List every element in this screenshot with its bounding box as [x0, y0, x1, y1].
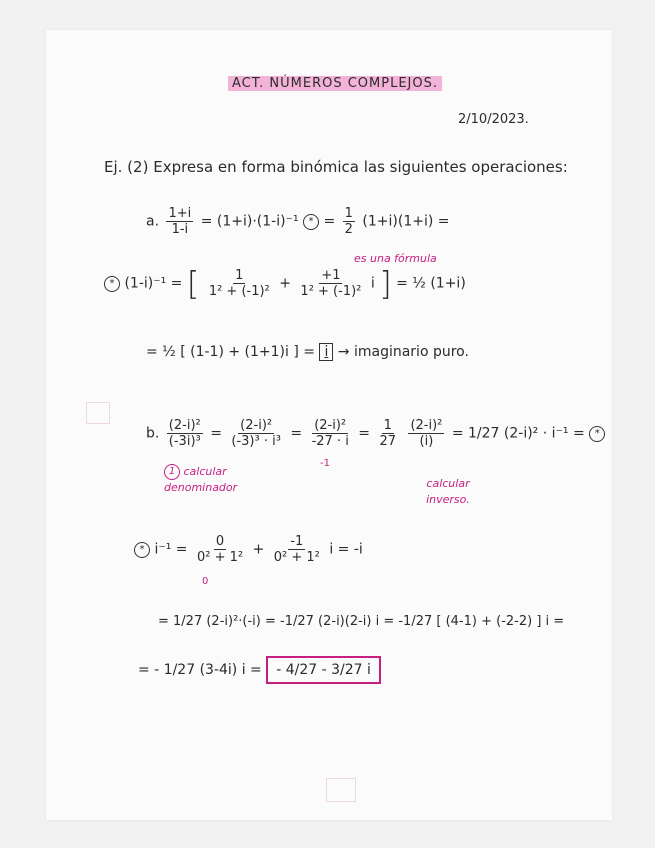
fraction: $\frac{1}{2}$ [344, 206, 353, 237]
calc-denominator-note [164, 464, 274, 496]
expression: = ½ (1+i) [396, 275, 466, 292]
star-marker-icon: * [104, 276, 120, 292]
final-answer: - 4/27 - 3/27 i [266, 656, 381, 684]
exercise-label: Ej. (2) [104, 158, 149, 176]
fraction: $\frac{1}{\text{1² + (-1)²}}$ [208, 268, 270, 299]
fraction: $\frac{-1}{\text{0² + 1²}}$ [273, 534, 320, 565]
part-a-letter: a. [146, 213, 160, 230]
result-comment: → imaginario puro. [337, 344, 469, 360]
equals-sign: = [210, 425, 222, 442]
zero-note: 0 [202, 576, 209, 587]
fraction: $\frac{\text{(2-i)²}}{\text{(-3)³ · i³}}$ [231, 418, 281, 449]
fraction: $\frac{0}{\text{0² + 1²}}$ [196, 534, 244, 565]
star-marker-icon: * [134, 542, 150, 558]
part-b-line-1 [146, 418, 605, 449]
equals-sign: = [290, 425, 303, 442]
step-number-icon: 1 [164, 464, 180, 480]
expression: (1-i)⁻¹ = [124, 275, 183, 292]
note-text: calcular denominador [164, 465, 238, 494]
fraction: $\frac{\text{(2-i)²}}{-27 \cdot i}$ [311, 418, 349, 449]
expression: i = -i [329, 541, 363, 558]
page-title: ACT. NÚMEROS COMPLEJOS. [228, 76, 442, 91]
minus-one-note: -1 [320, 458, 330, 469]
bracket-close: ] [379, 264, 392, 303]
formula-note: es una fórmula [354, 252, 437, 265]
part-b-letter: b. [146, 425, 160, 442]
expression: = ½ [ (1-1) + (1+1)i ] = [146, 344, 315, 360]
exercise-statement [104, 158, 568, 176]
star-marker-icon: * [303, 214, 319, 230]
part-b-inverse-line [134, 534, 363, 565]
star-marker-icon: * [589, 426, 605, 442]
plus-sign: + [252, 541, 265, 558]
expression: = (1+i)·(1-i)⁻¹ [200, 213, 299, 230]
expression: i⁻¹ = [154, 541, 188, 558]
expression: (1+i)(1+i) = [362, 213, 450, 230]
boxed-result: i [319, 343, 333, 361]
fraction: $\frac{1}{27}$ [379, 418, 396, 449]
bleed-through-mark [86, 402, 110, 424]
fraction: $\frac{\text{(2-i)²}}{(i)}$ [410, 418, 443, 449]
fraction: $\frac{+1}{\text{1² + (-1)²}}$ [300, 268, 362, 299]
part-a-line-1 [146, 206, 450, 237]
expression: = [323, 213, 340, 230]
part-a-result-line [146, 344, 469, 360]
plus-sign: + [279, 275, 291, 292]
calc-inverse-note: calcular inverso. [426, 477, 470, 506]
bleed-through-mark [326, 778, 356, 802]
equals-sign: = [358, 425, 370, 442]
exercise-text: Expresa en forma binómica las siguientes operaciones: [153, 158, 568, 176]
bracket-open: [ [186, 264, 200, 303]
fraction: $\frac{\text{(2-i)²}}{\text{(-3i)³}}$ [168, 418, 201, 449]
part-b-line-3: = 1/27 (2-i)²·(-i) = -1/27 (2-i)(2-i) i = -1/27 [ (4-1) + (-2-2) ] i = [158, 614, 565, 629]
fraction: $\frac{1+i}{1-i}$ [168, 206, 192, 237]
expression: = 1/27 (2-i)² · i⁻¹ = [451, 425, 585, 442]
expression: = - 1/27 (3-4i) i = [138, 662, 262, 678]
date: 2/10/2023. [458, 112, 529, 127]
imaginary-unit: i [370, 275, 375, 292]
part-b-line-4 [138, 662, 381, 678]
part-a-inverse-line [104, 264, 466, 303]
